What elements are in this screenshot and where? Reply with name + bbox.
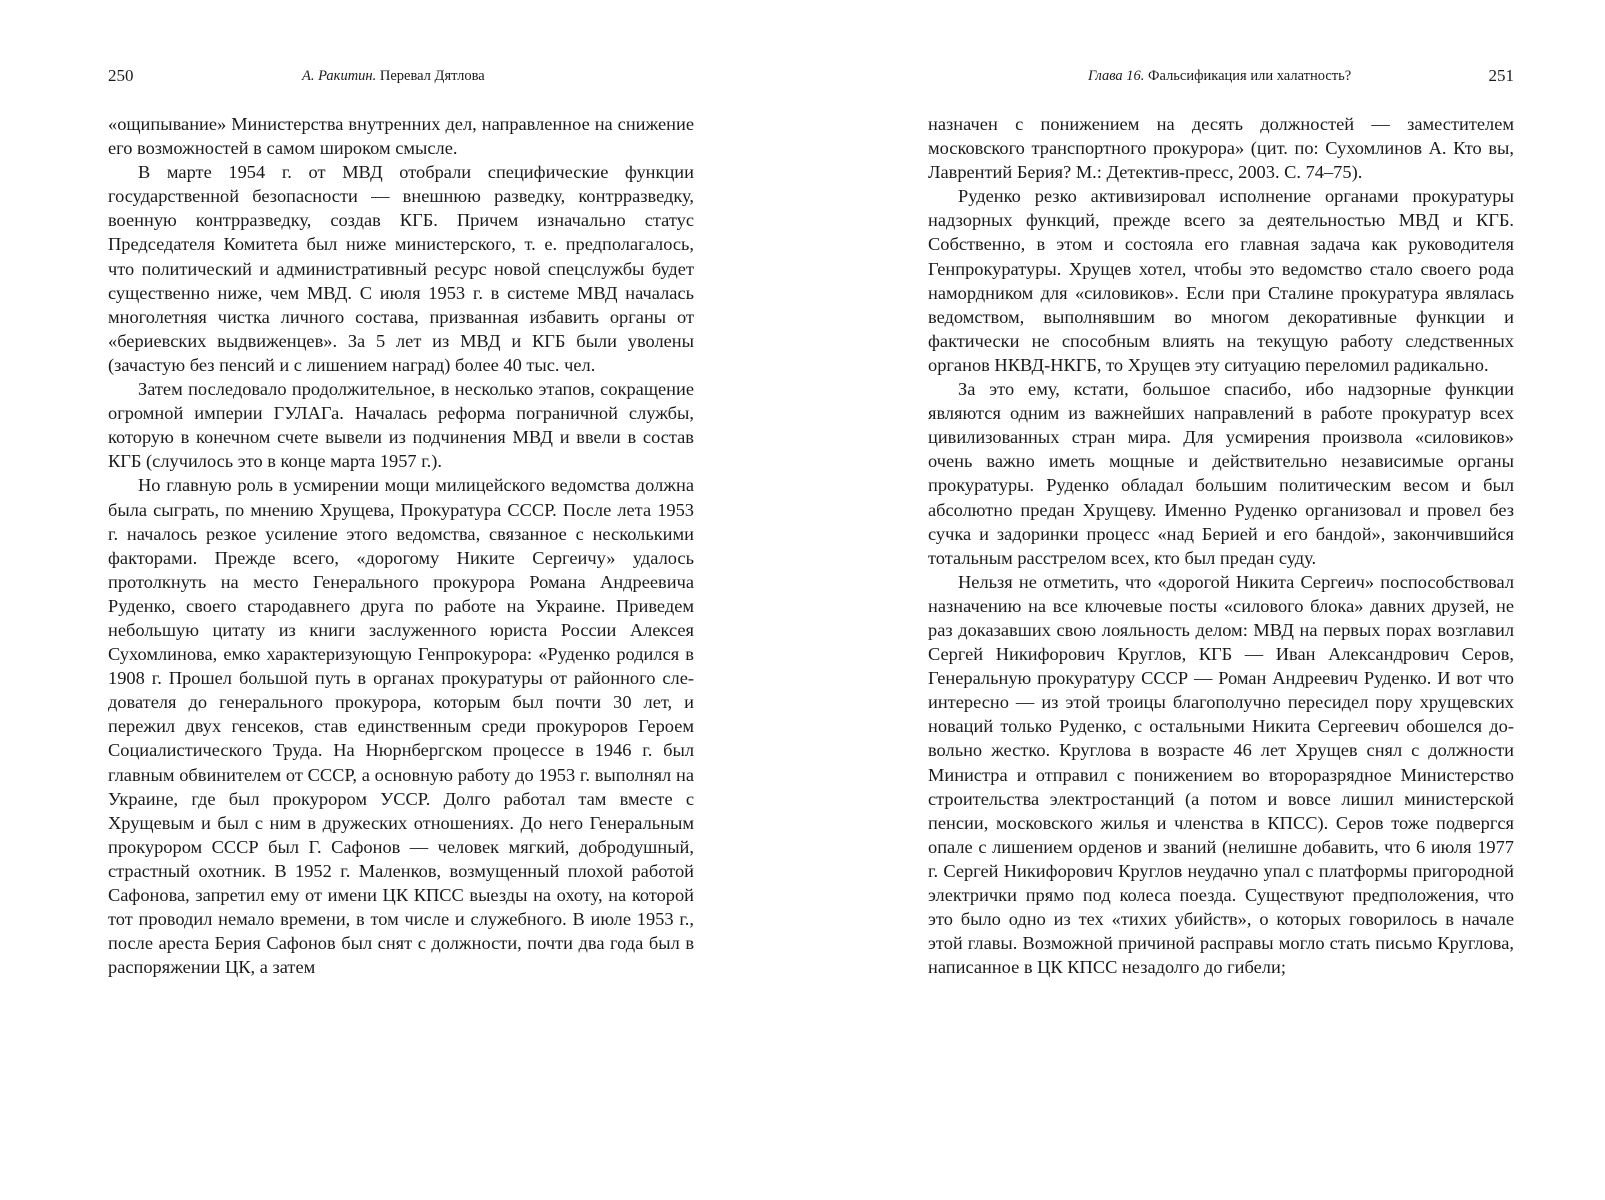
running-head — [302, 64, 485, 88]
page-number: 250 — [108, 66, 134, 85]
paragraph: «ощипывание» Министерства внутренних дел, направленное на снижение его возможностей в самом широком смысле. — [108, 114, 694, 159]
left-body-text — [108, 112, 694, 979]
left-page — [0, 0, 802, 1200]
paragraph: За это ему, кстати, большое спасибо, ибо надзорные функции являются одним из важнейших направлений в работе прокуратур всех цивилизованных стран мира. Для усмирения произвола «силовиков» очень важно иметь мощные и действительно независимые органы прокуратуры. Руденко обладал большим политическим весом и был абсолютно предан Хрущеву. Именно Руденко организовал и провел без сучка и задоринки процесс «над Берией и его бандой», закончившийся тотальным расстрелом всех, кто был предан суду. — [928, 379, 1514, 568]
paragraph: назначен с понижением на десять должностей — заместителем московского транспортного прокурора» (цит. по: Сухомлинов А. Кто вы, Лаврентий Берия? М.: Детектив-пресс, 2003. С. 74–75). — [928, 114, 1514, 183]
running-head — [1088, 64, 1351, 88]
left-header — [108, 64, 694, 88]
running-head-title: Перевал Дятлова — [376, 68, 485, 84]
page-number: 251 — [1488, 66, 1514, 85]
paragraph: Но главную роль в усмирении мощи милицейского ведомства должна была сыграть, по мнению Хрущева, Прокуратура СССР. После лета 1953 г. началось резкое усиление этого ведомства, связанное с несколькими факторами. Прежде всего, «дорогому Никите Сергеичу» удалось протолкнуть на место Генерального прокурора Романа Андреевича Руденко, своего стародавнего друга по работе на Украине. Приведем небольшую цитату из книги заслуженного юриста России Алексея Сухомлинова, емко характеризующую Генпрокурора: «Руденко родился в 1908 г. Прошел большой путь в органах прокуратуры от районного следователя до генерального прокурора, которым был почти 30 лет, и пережил двух генсеков, став единственным среди прокуроров Героем Социалистического Труда. На Нюрнбергском процессе в 1946 г. был главным обвинителем от СССР, а основную работу до 1953 г. выполнял на Украине, где был прокурором УССР. Долго работал там вместе с Хрущевым и был с ним в дружеских отношениях. До него Генеральным прокурором СССР был Г. Сафонов — человек мягкий, добродушный, страстный охотник. В 1952 г. Маленков, возмущенный плохой работой Сафонова, запретил ему от имени ЦК КПСС выезды на охоту, на которой тот проводил немало времени, в том числе и служебного. В июле 1953 г., после ареста Берия Сафонов был снят с должности, почти два года был в распоряжении ЦК, а затем — [108, 475, 694, 978]
running-head-chapter: Глава 16. — [1088, 68, 1145, 84]
paragraph: Затем последовало продолжительное, в несколько этапов, сокращение огромной империи ГУЛАГа. Началась реформа пограничной службы, которую в конечном счете вывели из подчинения МВД и ввели в состав КГБ (случилось это в конце марта 1957 г.). — [108, 379, 694, 472]
paragraph: В марте 1954 г. от МВД отобрали специфические функции государственной безопасности — внешнюю разведку, контрразведку, военную контрразведку, создав КГБ. Причем изначально статус Председателя Комитета был ниже министерского, т. е. предполагалось, что политический и административный ресурс новой спецслужбы будет существенно ниже, чем МВД. С июля 1953 г. в системе МВД началась многолетняя чистка личного состава, призванная избавить органы от «бериевских выдвиженцев». За 5 лет из МВД и КГБ были уволены (зачастую без пенсий и с лишением наград) более 40 тыс. чел. — [108, 162, 694, 375]
running-head-title: Фальсификация или халатность? — [1144, 68, 1352, 84]
right-header — [928, 64, 1514, 88]
paragraph: Руденко резко активизировал исполнение органами прокуратуры надзорных функций, прежде всего за деятельностью МВД и КГБ. Собственно, в этом и состояла его главная задача как руководителя Генпрокуратуры. Хрущев хотел, чтобы это ведомство стало своего рода намордником для «силовиков». Если при Сталине прокуратура являлась ведомством, выполнявшим во многом декоративные функции и фактически не способным влиять на текущую работу следственных органов НКВД-НКГБ, то Хрущев эту ситуацию переломил радикально. — [928, 186, 1514, 375]
paragraph: Нельзя не отметить, что «дорогой Никита Сергеич» поспособствовал назначению на все ключевые посты «силового блока» давних друзей, не раз доказавших свою лояльность делом: МВД на первых порах возглавил Сергей Никифорович Круглов, КГБ — Иван Александрович Серов, Генеральную прокуратуру СССР — Роман Андреевич Руденко. И вот что интересно — из этой троицы благополучно пересидел пору хрущевских новаций только Руденко, с остальными Никита Сергеевич обошелся довольно жестко. Круглова в возрасте 46 лет Хрущев снял с должности Министра и отправил с понижением во второразрядное Министерство строительства электростанций (а потом и вовсе лишил министерской пенсии, московского жилья и членства в КПСС). Серов тоже подвергся опале с лишением орденов и званий (нелишне добавить, что 6 июля 1977 г. Сергей Никифорович Круглов неудачно упал с платформы пригородной электрички прямо под колеса поезда. Существуют предположения, что это было одно из тех «тихих убийств», о которых говорилось в начале этой главы. Возможной причиной расправы могло стать письмо Круглова, написанное в ЦК КПСС незадолго до гибели; — [928, 571, 1514, 978]
right-body-text — [928, 112, 1514, 979]
running-head-author: А. Ракитин. — [302, 68, 377, 84]
right-page — [802, 0, 1605, 1200]
